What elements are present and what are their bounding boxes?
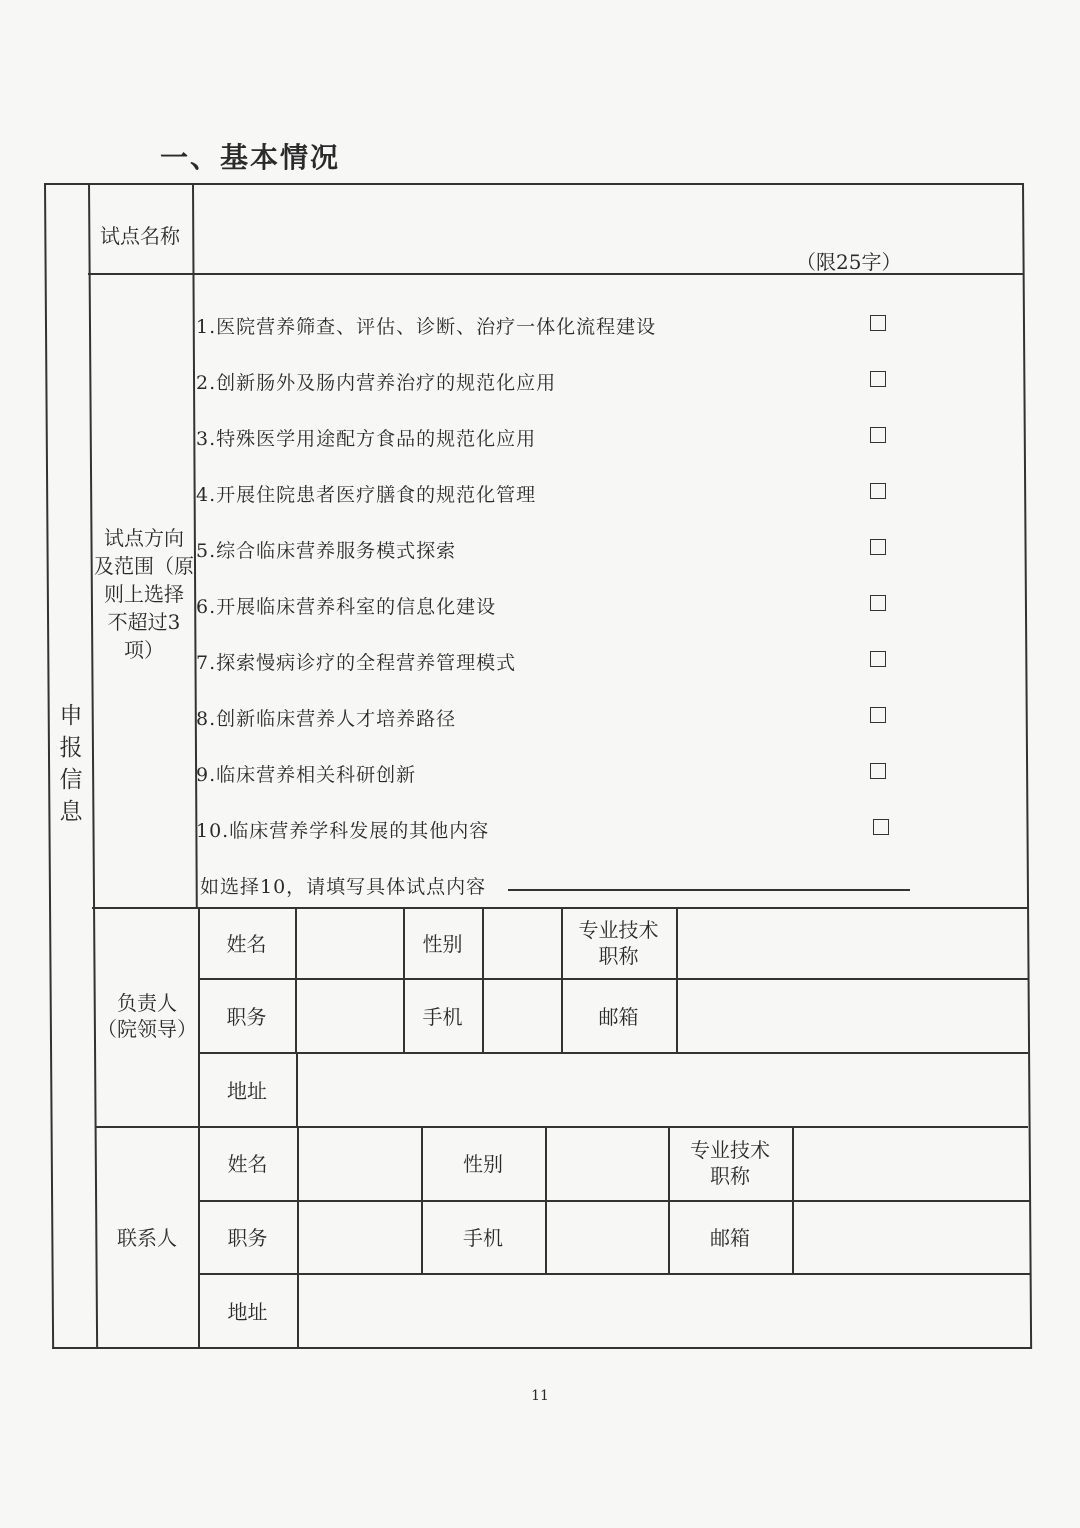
direction-label-line: 不超过3 (107, 610, 181, 634)
leader-label-line: （院领导） (97, 1017, 197, 1041)
contact-phone-label: 手机 (463, 1226, 503, 1250)
pilot-name-label: 试点名称 (100, 224, 180, 248)
leader-title-line: 职称 (598, 944, 639, 968)
contact-phone-field[interactable] (547, 1202, 668, 1273)
contact-title-line: 专业技术 (690, 1138, 770, 1162)
leader-address-field[interactable] (298, 1054, 1024, 1126)
direction-checkbox-10[interactable] (873, 819, 889, 835)
contact-title-field[interactable] (794, 1128, 1028, 1200)
direction-label-line: 试点方向 (104, 526, 184, 550)
direction-checkbox-9[interactable] (870, 763, 886, 779)
pilot-name-limit-note: （限25字） (796, 250, 902, 274)
direction-checkbox-1[interactable] (870, 315, 886, 331)
label-column-divider-lower (198, 907, 200, 1349)
leader-name-label: 姓名 (226, 932, 267, 956)
page-number: 11 (531, 1388, 549, 1404)
direction-checkbox-3[interactable] (870, 427, 886, 443)
direction-item-4: 4.开展住院患者医疗膳食的规范化管理 (196, 484, 537, 506)
direction-item-7: 7.探索慢病诊疗的全程营养管理模式 (196, 652, 517, 674)
direction-item-5: 5.综合临床营养服务模式探索 (196, 540, 457, 562)
direction-item-9: 9.临床营养相关科研创新 (196, 764, 417, 786)
table-border-top (44, 183, 1024, 185)
direction-item-1: 1.医院营养筛查、评估、诊断、治疗一体化流程建设 (196, 316, 657, 338)
direction-item-10: 10.临床营养学科发展的其他内容 (196, 820, 490, 842)
other-content-prompt: 如选择10，请填写具体试点内容 (200, 876, 487, 898)
direction-label-line: 及范围（原 (94, 554, 194, 578)
direction-checkbox-7[interactable] (870, 651, 886, 667)
contact-name-field[interactable] (299, 1128, 421, 1200)
leader-position-field[interactable] (297, 980, 403, 1052)
section-title: 一、基本情况 (160, 141, 341, 174)
leader-address-label: 地址 (227, 1079, 267, 1103)
side-label-char: 息 (59, 799, 83, 825)
leader-phone-label: 手机 (422, 1005, 463, 1029)
contact-name-label: 姓名 (227, 1152, 268, 1176)
direction-checkbox-8[interactable] (870, 707, 886, 723)
leader-gender-label: 性别 (422, 932, 463, 956)
direction-label-line: 则上选择 (104, 582, 184, 606)
contact-title-line: 职称 (710, 1164, 750, 1188)
contact-address-label: 地址 (227, 1300, 268, 1324)
leader-name-field[interactable] (297, 909, 403, 978)
leader-phone-field[interactable] (484, 980, 561, 1052)
leader-col2 (403, 907, 405, 1054)
contact-title-label (668, 1137, 792, 1189)
contact-position-label: 职务 (227, 1226, 268, 1250)
contact-position-field[interactable] (299, 1202, 421, 1273)
leader-title-label (561, 917, 676, 969)
direction-checkbox-2[interactable] (870, 371, 886, 387)
contact-email-field[interactable] (794, 1202, 1028, 1273)
leader-gender-field[interactable] (484, 909, 561, 978)
direction-item-8: 8.创新临床营养人才培养路径 (196, 708, 457, 730)
side-label-char: 信 (59, 767, 83, 793)
direction-label-line: 项） (124, 638, 164, 662)
direction-checkbox-6[interactable] (870, 595, 886, 611)
leader-label (96, 990, 198, 1042)
table-border-left (44, 183, 54, 1349)
leader-title-line: 专业技术 (578, 918, 659, 942)
leader-email-field[interactable] (678, 980, 1022, 1052)
contact-email-label: 邮箱 (710, 1226, 750, 1250)
leader-position-label: 职务 (226, 1005, 267, 1029)
other-content-input-line[interactable] (508, 889, 910, 891)
side-label-char: 申 (59, 703, 83, 729)
contact-label: 联系人 (117, 1226, 177, 1250)
leader-label-line: 负责人 (117, 991, 177, 1015)
direction-item-6: 6.开展临床营养科室的信息化建设 (196, 596, 497, 618)
contact-col2 (421, 1126, 423, 1275)
leader-email-label: 邮箱 (598, 1005, 639, 1029)
side-column-divider (88, 183, 98, 1349)
contact-address-field[interactable] (299, 1275, 1028, 1347)
contact-gender-field[interactable] (547, 1128, 668, 1200)
direction-item-3: 3.特殊医学用途配方食品的规范化应用 (196, 428, 537, 450)
contact-gender-label: 性别 (463, 1152, 503, 1176)
side-label-char: 报 (59, 735, 83, 761)
direction-item-2: 2.创新肠外及肠内营养治疗的规范化应用 (196, 372, 557, 394)
direction-checkbox-4[interactable] (870, 483, 886, 499)
direction-checkbox-5[interactable] (870, 539, 886, 555)
leader-title-field[interactable] (678, 909, 1022, 978)
side-label-apply-info (56, 700, 86, 828)
direction-label (92, 524, 196, 664)
